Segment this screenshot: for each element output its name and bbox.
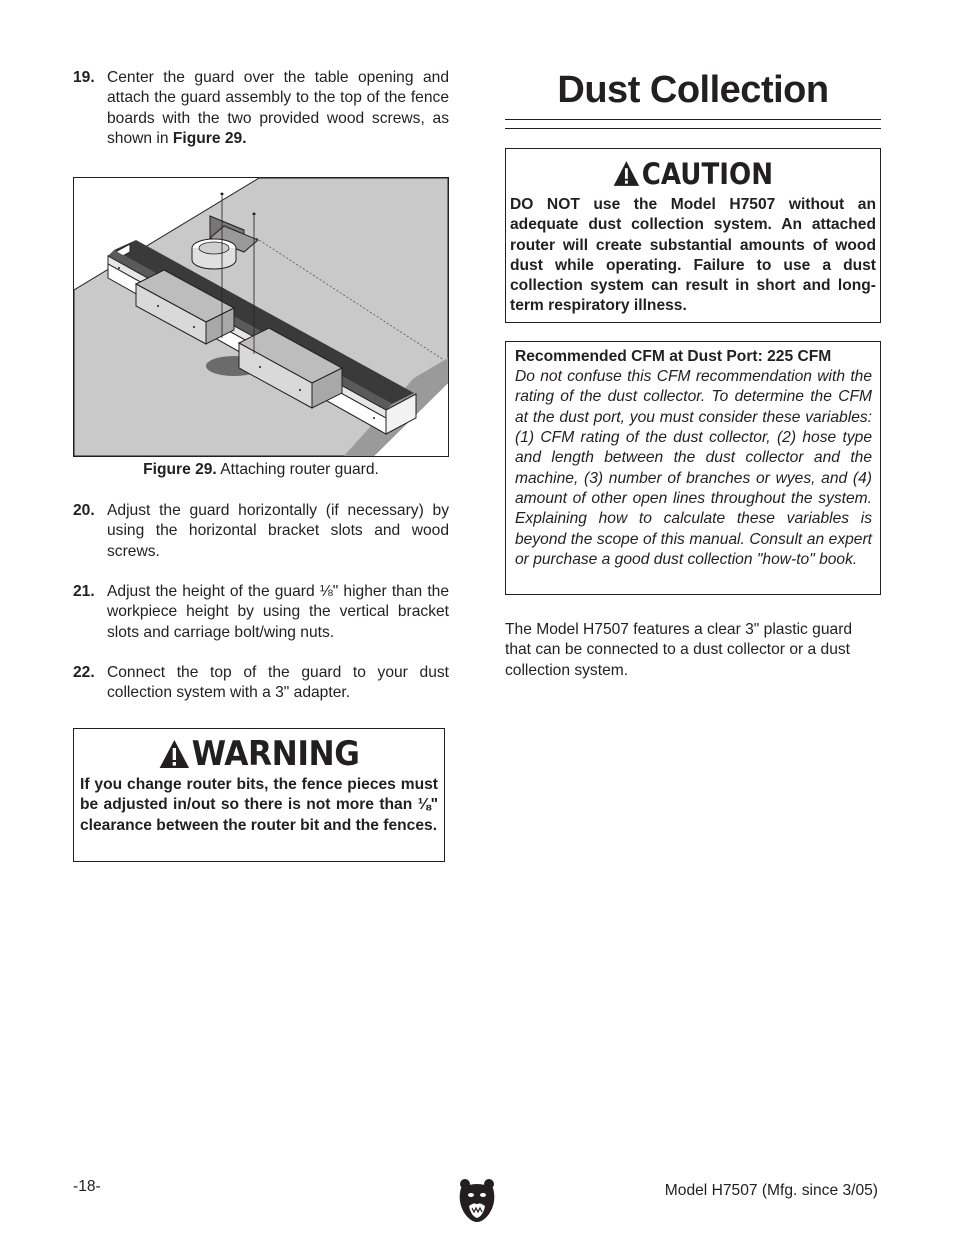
step-22 bbox=[73, 663, 449, 704]
caution-heading bbox=[525, 157, 862, 194]
figure-caption-label: Figure 29. bbox=[143, 461, 217, 478]
title-rule-bottom bbox=[505, 128, 881, 129]
step-number: 20. bbox=[73, 502, 95, 519]
section-title: Dust Collection bbox=[557, 69, 829, 111]
step-number: 21. bbox=[73, 583, 95, 600]
step-19 bbox=[73, 68, 449, 150]
bear-logo-icon bbox=[457, 1178, 497, 1227]
page-number: -18- bbox=[73, 1178, 101, 1195]
dust-collection-intro: The Model H7507 features a clear 3" plastic guard that can be connected to a dust collector or a dust collection system. bbox=[505, 621, 853, 679]
cfm-title: Recommended CFM at Dust Port: 225 CFM bbox=[515, 348, 832, 365]
step-text: Center the guard over the table opening and attach the guard assembly to the top of the fence boards with the two provided wood screws, as shown in Figure 29. bbox=[107, 69, 449, 148]
cfm-text: Do not confuse this CFM recommendation with the rating of the dust collector. To determine the CFM at the dust port, you must consider these variables: (1) CFM rating of the dust collector, (2) hose type and length between the dust collector and the machine, (3) number of branches or wyes, and (4) amount of other open lines throughout the system. Explaining how to calculate these variables is beyond the scope of this manual. Consult an expert or purchase a good dust collection "how-to" book. bbox=[515, 368, 872, 569]
step-number: 22. bbox=[73, 664, 95, 681]
step-number: 19. bbox=[73, 69, 95, 86]
caution-text: DO NOT use the Model H7507 without an adequate dust collection system. An attached router will create substantial amounts of wood dust while operating. Failure to use a dust collection system can result in short and long-term respiratory illness. bbox=[510, 196, 876, 315]
step-21 bbox=[73, 582, 449, 643]
figure-29-illustration bbox=[73, 177, 449, 457]
figure-caption-text: Attaching router guard. bbox=[220, 461, 379, 478]
cfm-box bbox=[505, 341, 881, 595]
figure-reference: Figure 29. bbox=[172, 130, 247, 148]
step-text: Connect the top of the guard to your dust collection system with a 3" adapter. bbox=[107, 664, 449, 702]
figure-caption bbox=[73, 460, 449, 480]
caution-box bbox=[505, 148, 881, 323]
warning-heading bbox=[89, 735, 429, 777]
step-text: Adjust the guard horizontally (if necessary) by using the horizontal bracket slots and wood screws. bbox=[107, 502, 449, 560]
step-text: Adjust the height of the guard ⅛" higher than the workpiece height by using the vertical bracket slots and carriage bolt/wing nuts. bbox=[107, 583, 449, 641]
warning-box bbox=[73, 728, 445, 862]
left-column bbox=[73, 68, 449, 150]
warning-triangle-icon bbox=[159, 739, 190, 777]
title-rule-top bbox=[505, 119, 881, 120]
model-footer: Model H7507 (Mfg. since 3/05) bbox=[664, 1182, 878, 1199]
warning-heading-text: WARNING bbox=[191, 734, 360, 774]
warning-triangle-icon bbox=[613, 160, 640, 194]
warning-text: If you change router bits, the fence pieces must be adjusted in/out so there is not more than ⅛" clearance between the router bit and the fences. bbox=[80, 776, 438, 834]
step-20 bbox=[73, 501, 449, 562]
caution-heading-text: CAUTION bbox=[641, 157, 774, 191]
